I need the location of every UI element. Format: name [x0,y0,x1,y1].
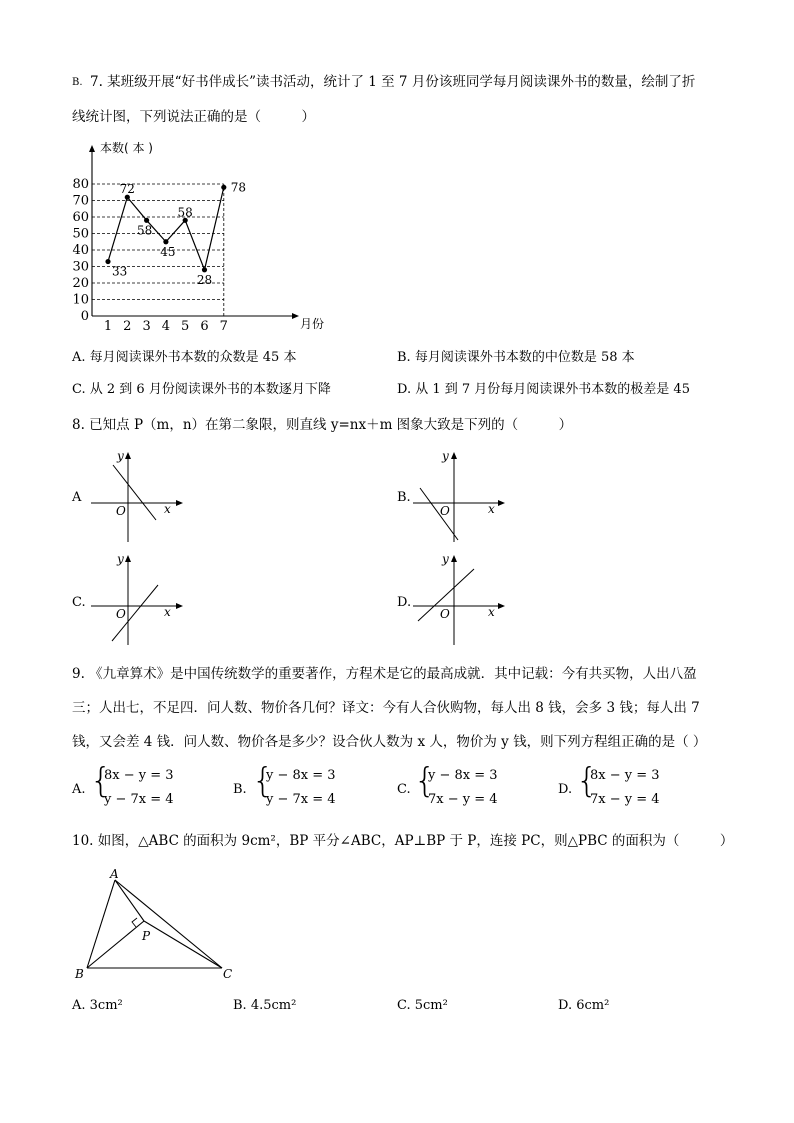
y-tick-label: 80 [72,177,89,192]
y-tick-label: 40 [72,243,89,258]
q9-c-eq2: 7x − y = 4 [428,792,498,807]
q8-label-c[interactable]: C. [72,595,86,610]
q9-d-label: D. [558,782,573,797]
q10-point-b: B [75,967,84,981]
q9-a-label: A. [72,782,86,797]
q8-d-y-label: y [442,552,449,566]
y-axis-title: 本数( 本 ) [100,141,153,155]
q9-c-eq1: y − 8x = 3 [428,768,498,783]
q7-stem-line2: 线统计图，下列说法正确的是（ ） [72,109,315,125]
q8-graph-d[interactable] [410,553,510,648]
q7-line-chart [0,0,794,340]
q8-a-x-label: x [164,502,171,516]
x-tick-label: 3 [142,319,151,334]
q10-point-c: C [223,967,233,981]
q9-b-label: B. [233,782,247,797]
data-label: 58 [177,205,193,220]
q9-c-brace: { [414,761,436,801]
y-tick-label: 30 [72,259,89,275]
q8-graph-a[interactable] [88,450,188,545]
y-axis-arrow [89,145,95,152]
x-tick-label: 7 [219,319,228,334]
x-axis-arrow [292,313,299,319]
x-tick-label: 2 [123,319,132,334]
x-tick-label: 1 [103,319,113,334]
q9-stem-line2: 三；人出七，不足四．问人数、物价各几何？译文：今有人合伙购物，每人出 8 钱，会多 3 钱；每人出 7 [72,700,700,716]
q8-label-b[interactable]: B. [397,490,411,505]
data-point [163,239,168,244]
q8-graph-b[interactable] [410,450,510,545]
data-point [105,259,110,264]
q8-b-y-label: y [442,449,449,463]
q9-a-eq1: 8x − y = 3 [104,768,174,783]
y-tick-label: 50 [72,226,89,242]
q9-d-eq2: 7x − y = 4 [590,792,660,807]
q9-c-label: C. [397,782,411,797]
q8-d-origin: O [440,607,450,621]
q9-b-brace: { [252,761,274,801]
q8-a-y-label: y [117,449,124,463]
q9-d-eq1: 8x − y = 3 [590,768,660,783]
q8-b-x-label: x [488,502,495,516]
y-tick-label: 20 [72,276,89,291]
q7-stem-line1: 7. 某班级开展“好书伴成长”读书活动，统计了 1 至 7 月份该班同学每月阅读课外书的数量，绘制了折 [90,74,696,90]
q10-point-p: P [142,929,151,943]
q9-a-eq2: y − 7x = 4 [104,792,174,807]
data-point [144,218,149,223]
data-label: 33 [112,264,128,279]
q10-option-d[interactable]: D. 6cm² [558,998,610,1013]
q8-b-origin: O [440,504,450,518]
q7-option-a[interactable]: A. 每月阅读课外书本数的众数是 45 本 [72,350,297,365]
q8-c-origin: O [116,607,126,621]
x-tick-label: 4 [161,319,171,334]
x-tick-label: 5 [181,319,190,334]
q9-stem-line1: 9. 《九章算术》是中国传统数学的重要著作，方程术是它的最高成就．其中记载：今有共买物，人出八盈 [72,666,697,682]
y-tick-label: 60 [72,210,89,225]
q10-stem: 10. 如图，△ABC 的面积为 9cm²，BP 平分∠ABC，AP⊥BP 于 P，连接 PC，则△PBC 的面积为（ ） [72,833,734,849]
q10-triangle-figure [70,865,250,985]
data-label: 72 [119,182,135,197]
q8-a-origin: O [116,504,126,518]
q8-c-x-label: x [164,605,171,619]
q8-c-y-label: y [117,552,124,566]
y-tick-label: 10 [72,292,89,308]
data-label: 78 [230,180,247,195]
y-tick-label: 0 [80,309,89,324]
q9-d-brace: { [576,761,598,801]
y-tick-label: 70 [72,193,89,209]
data-label: 28 [196,272,213,287]
q10-option-a[interactable]: A. 3cm² [72,998,123,1013]
data-point [221,185,226,190]
q8-label-d[interactable]: D. [397,595,412,610]
q10-point-a: A [110,867,119,881]
q7-option-c[interactable]: C. 从 2 到 6 月份阅读课外书的本数逐月下降 [72,382,331,397]
q9-a-brace: { [90,761,112,801]
q10-option-b[interactable]: B. 4.5cm² [233,998,297,1013]
x-tick-label: 6 [200,319,209,334]
q7-option-d[interactable]: D. 从 1 到 7 月份每月阅读课外书本数的极差是 45 [397,382,690,397]
q8-label-a[interactable]: A [72,490,82,505]
data-label: 58 [136,223,153,238]
data-point [202,267,207,272]
q8-stem: 8. 已知点 P（m，n）在第二象限，则直线 y=nx＋m 图象大致是下列的（ ） [72,417,573,433]
q9-stem-line3: 钱，又会差 4 钱．问人数、物价各是多少？设合伙人数为 x 人，物价为 y 钱，则下列方程组正确的是（ ） [72,734,707,750]
q9-b-eq1: y − 8x = 3 [266,768,336,783]
q9-b-eq2: y − 7x = 4 [266,792,336,807]
q8-d-x-label: x [488,605,495,619]
x-axis-title: 月份 [300,317,325,331]
q7-prefix: B. [72,77,83,88]
data-label: 45 [160,244,176,259]
q7-option-b[interactable]: B. 每月阅读课外书本数的中位数是 58 本 [397,350,635,365]
q8-graph-c[interactable] [88,553,188,648]
q10-option-c[interactable]: C. 5cm² [397,998,448,1013]
